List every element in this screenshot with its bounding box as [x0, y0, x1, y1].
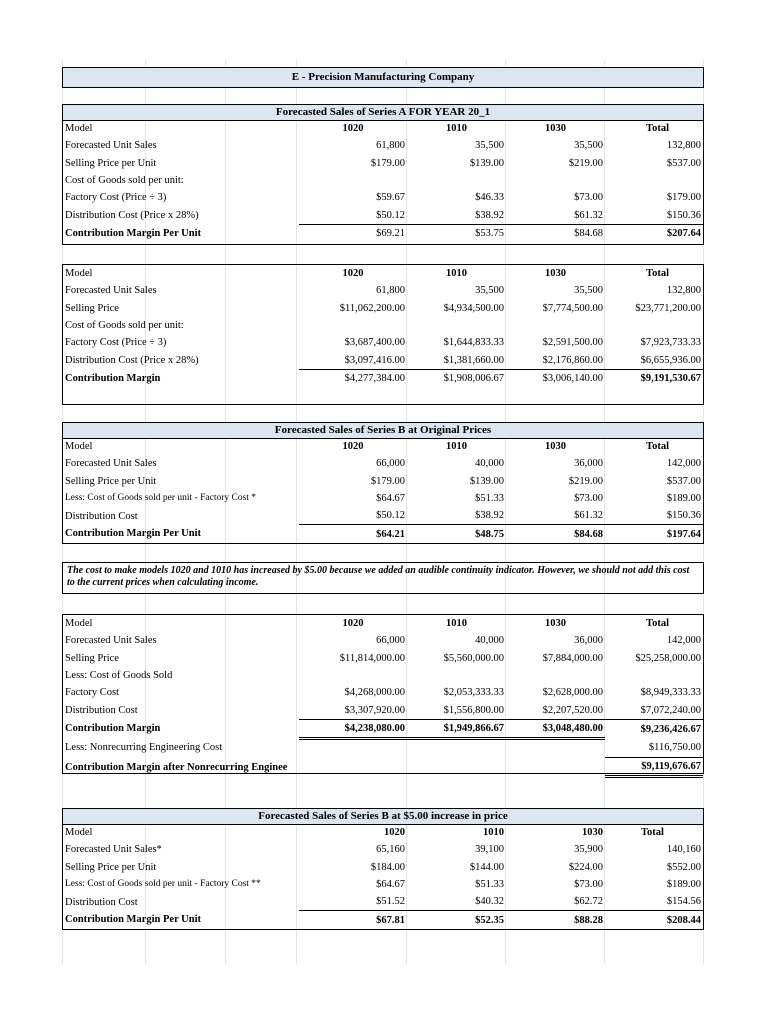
table-header-row [63, 438, 703, 455]
cell [605, 172, 703, 189]
cell: $4,268,000.00 [344, 687, 405, 699]
cell: $4,238,080.00 [299, 719, 407, 738]
cell: $8,949,333.33 [640, 687, 701, 699]
page-title: E - Precision Manufacturing Company [62, 67, 704, 88]
cell: 140,160 [666, 844, 701, 856]
cell: $154.56 [605, 893, 703, 911]
cell: $179.00 [370, 157, 405, 169]
note-text: The cost to make models 1020 and 1010 has increased by $5.00 because we added an audible continuity indicator. However, we should not add this cost to the current prices when calculating income. [62, 562, 704, 594]
cell: $139.00 [469, 475, 504, 487]
cell: $4,277,384.00 [344, 372, 405, 384]
table-row [63, 525, 703, 543]
cell [605, 317, 703, 334]
cell: $11,062,200.00 [339, 302, 405, 314]
header-cell: Model [65, 618, 93, 630]
cell [506, 317, 605, 334]
header-cell: 1010 [446, 123, 467, 135]
table-row [63, 206, 703, 224]
table-row [63, 650, 703, 667]
cell [299, 757, 407, 776]
cell: $552.00 [666, 861, 701, 873]
cell: $2,176,860.00 [506, 351, 605, 369]
cell: $73.00 [574, 192, 603, 204]
table-row [63, 893, 703, 911]
cell: $51.33 [475, 493, 504, 505]
cell: $11,814,000.00 [339, 652, 405, 664]
table-row [63, 757, 703, 776]
table-row [63, 351, 703, 369]
cell: $61.32 [506, 507, 605, 525]
header-cell: 1030 [582, 827, 603, 839]
cell: 61,800 [376, 140, 405, 152]
cell: $7,072,240.00 [605, 701, 703, 719]
cell: $150.36 [605, 507, 703, 525]
table-row [63, 172, 703, 189]
section-title: Forecasted Sales of Series B at $5.00 increase in price [63, 809, 703, 825]
table-row [63, 155, 703, 172]
cell [299, 667, 407, 684]
cell: 132,800 [666, 285, 701, 297]
header-cell: 1030 [545, 123, 566, 135]
row-label: Less: Cost of Goods sold per unit - Factory Cost ** [65, 879, 261, 890]
cell: $537.00 [666, 157, 701, 169]
cell: $46.33 [475, 192, 504, 204]
cell [506, 172, 605, 189]
cell: $7,923,733.33 [640, 337, 701, 349]
cell: 142,000 [666, 458, 701, 470]
header-cell: 1030 [545, 268, 566, 280]
cell [299, 172, 407, 189]
cell: $51.52 [299, 893, 407, 911]
header-cell: Total [646, 268, 669, 280]
cell: 39,100 [475, 844, 504, 856]
cell: $38.92 [407, 206, 506, 224]
cell: 61,800 [376, 285, 405, 297]
row-label: Distribution Cost [65, 510, 138, 522]
table-row [63, 334, 703, 351]
cell: $1,949,866.67 [407, 719, 506, 738]
table-header-row [63, 824, 703, 841]
cell: $88.28 [574, 914, 603, 926]
cell: $9,236,426.67 [640, 723, 701, 735]
cell: $197.64 [666, 528, 701, 540]
cell: 35,500 [475, 285, 504, 297]
cell: $50.12 [299, 206, 407, 224]
section-series-a [62, 104, 704, 245]
series-b-totals-table [63, 615, 703, 778]
cell: $2,053,333.33 [443, 687, 504, 699]
header-cell: Model [65, 123, 93, 135]
header-cell: 1020 [342, 123, 364, 135]
cell: $5,560,000.00 [443, 652, 504, 664]
header-cell: 1030 [545, 618, 566, 630]
section-series-a-totals [62, 264, 704, 405]
cell: $1,556,800.00 [407, 701, 506, 719]
cell: 40,000 [475, 635, 504, 647]
cell: $9,119,676.67 [605, 757, 703, 776]
row-label: Selling Price per Unit [65, 475, 157, 487]
row-label: Forecasted Unit Sales [65, 458, 157, 470]
table-row [63, 876, 703, 893]
row-label: Factory Cost (Price ÷ 3) [65, 337, 167, 349]
header-cell: 1020 [342, 618, 364, 630]
header-cell: 1030 [545, 441, 566, 453]
cell: $189.00 [666, 879, 701, 891]
row-label: Forecasted Unit Sales* [65, 844, 162, 856]
cell: $116,750.00 [605, 739, 703, 758]
cell: 65,160 [376, 844, 405, 856]
row-label: Forecasted Unit Sales [65, 285, 157, 297]
cell [407, 757, 506, 776]
row-label: Contribution Margin Per Unit [65, 914, 202, 926]
table-row [63, 719, 703, 738]
cell: 36,000 [574, 458, 603, 470]
cell: $40.32 [407, 893, 506, 911]
table-row [63, 841, 703, 858]
row-label: Contribution Margin [65, 723, 161, 735]
table-header-row [63, 265, 703, 282]
cell [506, 667, 605, 684]
cell: 35,500 [574, 140, 603, 152]
table-row [63, 667, 703, 684]
header-cell: Model [65, 441, 93, 453]
table-row [63, 684, 703, 701]
row-label: Distribution Cost (Price x 28%) [65, 209, 199, 221]
row-label: Cost of Goods sold per unit: [65, 175, 184, 187]
cell: $3,307,920.00 [299, 701, 407, 719]
table-row [63, 507, 703, 525]
cell: $48.75 [475, 528, 504, 540]
cell: $219.00 [568, 157, 603, 169]
table-row [63, 189, 703, 206]
cell: $38.92 [407, 507, 506, 525]
row-label: Forecasted Unit Sales [65, 635, 157, 647]
row-label: Contribution Margin Per Unit [65, 227, 202, 239]
table-row [63, 859, 703, 876]
cell: $1,644,833.33 [443, 337, 504, 349]
header-cell: 1010 [483, 827, 504, 839]
table-row [63, 224, 703, 242]
cell [506, 757, 605, 776]
row-label: Distribution Cost (Price x 28%) [65, 354, 199, 366]
cell: $7,884,000.00 [542, 652, 603, 664]
cell: $67.81 [376, 914, 405, 926]
cell: $3,006,140.00 [542, 372, 603, 384]
series-a-table [63, 120, 703, 242]
cell: $64.67 [376, 879, 405, 891]
cell: $64.67 [376, 493, 405, 505]
table-row [63, 632, 703, 649]
cell [299, 739, 407, 758]
series-b-table [63, 438, 703, 543]
cell: $1,381,660.00 [407, 351, 506, 369]
cell: $73.00 [574, 493, 603, 505]
row-label: Distribution Cost [65, 896, 138, 908]
cell: $23,771,200.00 [635, 302, 701, 314]
cell: 35,500 [574, 285, 603, 297]
cell: $2,207,520.00 [506, 701, 605, 719]
cell: $62.72 [506, 893, 605, 911]
cell: $139.00 [469, 157, 504, 169]
cell: $3,687,400.00 [344, 337, 405, 349]
cell: $2,591,500.00 [542, 337, 603, 349]
cell: $53.75 [475, 227, 504, 239]
section-series-b-increase [62, 808, 704, 930]
header-cell: 1020 [342, 441, 364, 453]
cell: 36,000 [574, 635, 603, 647]
row-label: Forecasted Unit Sales [65, 140, 157, 152]
cell: 66,000 [376, 635, 405, 647]
cell: $6,655,936.00 [605, 351, 703, 369]
cell: $207.64 [666, 227, 701, 239]
table-header-row [63, 120, 703, 137]
section-title: Forecasted Sales of Series A FOR YEAR 20_1 [63, 105, 703, 121]
cell: $2,628,000.00 [542, 687, 603, 699]
cell: 35,500 [475, 140, 504, 152]
cell [506, 739, 605, 758]
cell [407, 317, 506, 334]
table-row [63, 473, 703, 490]
cell: 132,800 [666, 140, 701, 152]
table-row [63, 455, 703, 472]
row-label: Selling Price per Unit [65, 157, 157, 169]
cell: $73.00 [574, 879, 603, 891]
table-row [63, 300, 703, 317]
table-row [63, 911, 703, 929]
cell: $7,774,500.00 [542, 302, 603, 314]
cell: $69.21 [376, 227, 405, 239]
cell: $3,048,480.00 [506, 719, 605, 738]
cell: $64.21 [376, 528, 405, 540]
cell: $51.33 [475, 879, 504, 891]
cell: 35,900 [574, 844, 603, 856]
row-label: Less: Nonrecurring Engineering Cost [65, 742, 223, 754]
row-label: Selling Price [65, 302, 119, 314]
cell: $84.68 [574, 227, 603, 239]
table-row [63, 317, 703, 334]
row-label: Selling Price [65, 652, 119, 664]
header-cell: 1010 [446, 618, 467, 630]
cell: $144.00 [469, 861, 504, 873]
cell: 66,000 [376, 458, 405, 470]
header-cell: Model [65, 268, 93, 280]
cell: $50.12 [299, 507, 407, 525]
section-series-b-totals [62, 614, 704, 774]
cell: $537.00 [666, 475, 701, 487]
section-title: Forecasted Sales of Series B at Original Prices [63, 423, 703, 439]
row-label: Contribution Margin [65, 372, 161, 384]
row-label: Contribution Margin after Nonrecurring Enginee [65, 761, 288, 773]
cell: $179.00 [370, 475, 405, 487]
cell: $61.32 [506, 206, 605, 224]
cell [299, 317, 407, 334]
cell: $219.00 [568, 475, 603, 487]
cell: $150.36 [605, 206, 703, 224]
section-series-b [62, 422, 704, 544]
cell: $208.44 [666, 914, 701, 926]
cell: $25,258,000.00 [635, 652, 701, 664]
row-label: Factory Cost (Price ÷ 3) [65, 192, 167, 204]
table-row [63, 701, 703, 719]
cell [407, 172, 506, 189]
series-b-increase-table [63, 824, 703, 929]
table-row [63, 282, 703, 299]
cell: $9,191,530.67 [640, 372, 701, 384]
table-row [63, 739, 703, 758]
cell [407, 739, 506, 758]
cell: $4,934,500.00 [443, 302, 504, 314]
cell: $189.00 [666, 493, 701, 505]
header-cell: 1010 [446, 441, 467, 453]
series-a-totals-table [63, 265, 703, 387]
cell: $52.35 [475, 914, 504, 926]
table-row [63, 137, 703, 154]
cell: 40,000 [475, 458, 504, 470]
cell: $179.00 [666, 192, 701, 204]
header-cell: Total [646, 441, 669, 453]
cell: $224.00 [568, 861, 603, 873]
table-row [63, 369, 703, 387]
header-cell: 1010 [446, 268, 467, 280]
header-cell: Model [65, 827, 93, 839]
header-cell: Total [646, 123, 669, 135]
cell: 142,000 [666, 635, 701, 647]
cell: $184.00 [370, 861, 405, 873]
cell: $59.67 [376, 192, 405, 204]
header-cell: Total [641, 827, 664, 839]
table-header-row [63, 615, 703, 632]
row-label: Less: Cost of Goods Sold [65, 670, 173, 682]
table-row [63, 490, 703, 507]
row-label: Selling Price per Unit [65, 861, 157, 873]
header-cell: 1020 [384, 827, 405, 839]
cell [605, 667, 703, 684]
cell: $84.68 [574, 528, 603, 540]
cell [407, 667, 506, 684]
row-label: Factory Cost [65, 687, 119, 699]
cell: $3,097,416.00 [299, 351, 407, 369]
row-label: Contribution Margin Per Unit [65, 528, 202, 540]
row-label: Distribution Cost [65, 704, 138, 716]
cell: $1,908,006.67 [443, 372, 504, 384]
header-cell: 1020 [342, 268, 364, 280]
row-label: Cost of Goods sold per unit: [65, 320, 184, 332]
header-cell: Total [646, 618, 669, 630]
row-label: Less: Cost of Goods sold per unit - Factory Cost * [65, 493, 257, 504]
